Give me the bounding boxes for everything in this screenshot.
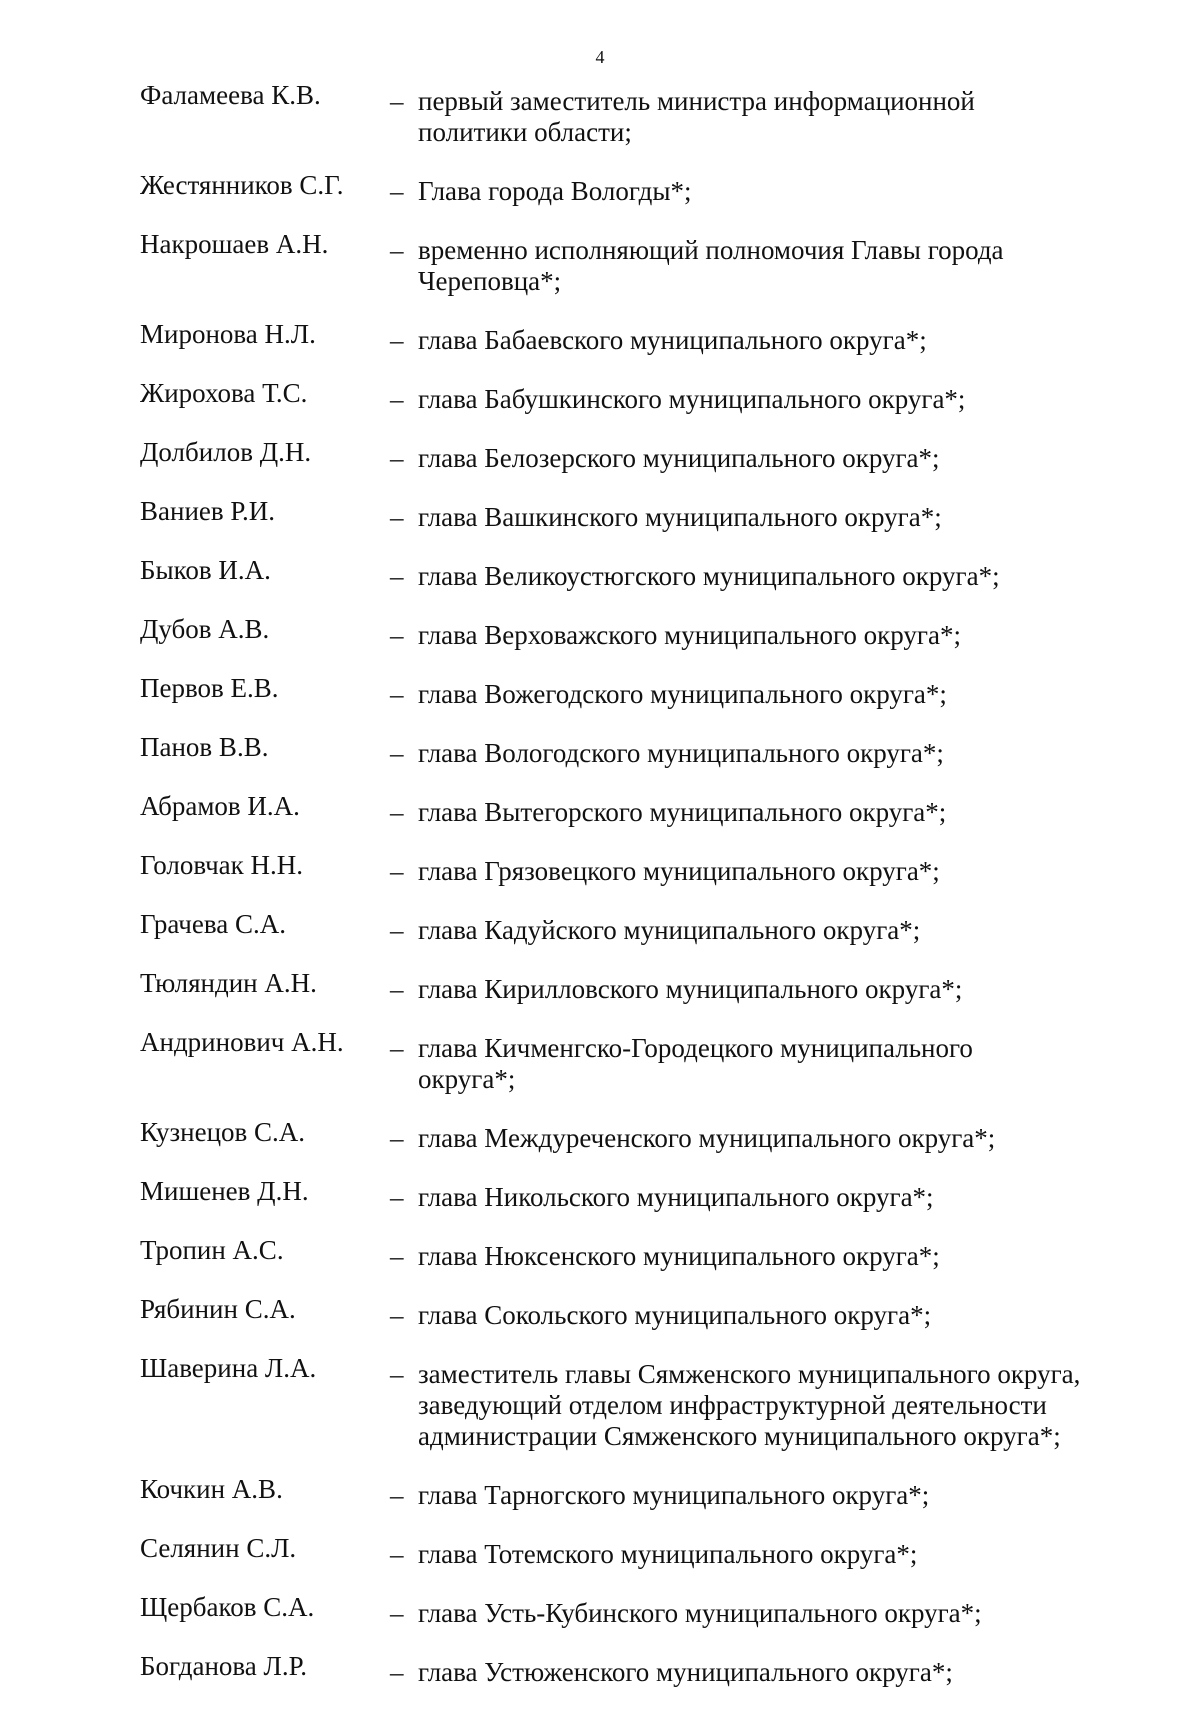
list-item <box>140 229 1140 297</box>
list-item <box>140 378 1140 415</box>
list-item <box>140 1294 1140 1331</box>
member-role: глава Междуреченского муниципального округа*; <box>418 1123 996 1153</box>
member-name: Богданова Л.Р. <box>140 1651 307 1681</box>
list-item <box>140 909 1140 946</box>
dash-separator: – <box>390 1241 404 1271</box>
member-role: глава Никольского муниципального округа*; <box>418 1182 934 1212</box>
member-role: заместитель главы Сямженского муниципального округа, заведующий отделом инфраструктурной деятельности администрации Сямженского муниципального округа*; <box>418 1359 1081 1451</box>
dash-separator: – <box>390 1359 404 1389</box>
list-item <box>140 1027 1140 1095</box>
member-role: глава Бабушкинского муниципального округа*; <box>418 384 966 414</box>
list-item <box>140 496 1140 533</box>
member-name: Тюляндин А.Н. <box>140 968 317 998</box>
list-item <box>140 673 1140 710</box>
dash-separator: – <box>390 235 404 265</box>
member-name: Грачева С.А. <box>140 909 287 939</box>
dash-separator: – <box>390 176 404 206</box>
member-name: Андринович А.Н. <box>140 1027 344 1057</box>
member-name: Накрошаев А.Н. <box>140 229 329 259</box>
list-item <box>140 1117 1140 1154</box>
member-name: Кочкин А.В. <box>140 1474 283 1504</box>
member-name: Абрамов И.А. <box>140 791 300 821</box>
member-role: Глава города Вологды*; <box>418 176 692 206</box>
member-name: Жестянников С.Г. <box>140 170 344 200</box>
list-item <box>140 1474 1140 1511</box>
list-item <box>140 1533 1140 1570</box>
list-item <box>140 1592 1140 1629</box>
member-name: Жирохова Т.С. <box>140 378 308 408</box>
member-role: глава Устюженского муниципального округа*; <box>418 1657 953 1687</box>
member-role: глава Грязовецкого муниципального округа*; <box>418 856 940 886</box>
list-item <box>140 170 1140 207</box>
member-name: Шаверина Л.А. <box>140 1353 317 1383</box>
member-role: глава Бабаевского муниципального округа*; <box>418 325 927 355</box>
member-name: Фаламеева К.В. <box>140 80 321 110</box>
list-item <box>140 319 1140 356</box>
dash-separator: – <box>390 915 404 945</box>
member-role: глава Кирилловского муниципального округа*; <box>418 974 963 1004</box>
dash-separator: – <box>390 1033 404 1063</box>
member-name: Быков И.А. <box>140 555 271 585</box>
member-role: глава Нюксенского муниципального округа*; <box>418 1241 940 1271</box>
member-name: Долбилов Д.Н. <box>140 437 312 467</box>
member-role: глава Сокольского муниципального округа*; <box>418 1300 932 1330</box>
member-role: первый заместитель министра информационной политики области; <box>418 86 975 147</box>
member-role: глава Верховажского муниципального округа*; <box>418 620 961 650</box>
member-role: глава Тарногского муниципального округа*; <box>418 1480 930 1510</box>
dash-separator: – <box>390 384 404 414</box>
member-name: Головчак Н.Н. <box>140 850 304 880</box>
list-item <box>140 732 1140 769</box>
list-item <box>140 1651 1140 1688</box>
dash-separator: – <box>390 1300 404 1330</box>
list-item <box>140 968 1140 1005</box>
member-name: Кузнецов С.А. <box>140 1117 306 1147</box>
list-item <box>140 80 1140 148</box>
member-role: глава Кичменгско-Городецкого муниципального округа*; <box>418 1033 973 1094</box>
dash-separator: – <box>390 620 404 650</box>
member-role: глава Усть-Кубинского муниципального округа*; <box>418 1598 982 1628</box>
member-role: глава Кадуйского муниципального округа*; <box>418 915 921 945</box>
list-item <box>140 437 1140 474</box>
list-item <box>140 791 1140 828</box>
dash-separator: – <box>390 1182 404 1212</box>
dash-separator: – <box>390 502 404 532</box>
member-name: Селянин С.Л. <box>140 1533 297 1563</box>
member-name: Ваниев Р.И. <box>140 496 276 526</box>
dash-separator: – <box>390 974 404 1004</box>
member-name: Дубов А.В. <box>140 614 270 644</box>
dash-separator: – <box>390 443 404 473</box>
member-name: Щербаков С.А. <box>140 1592 315 1622</box>
dash-separator: – <box>390 1598 404 1628</box>
member-role: глава Вожегодского муниципального округа*; <box>418 679 947 709</box>
dash-separator: – <box>390 797 404 827</box>
list-item <box>140 555 1140 592</box>
dash-separator: – <box>390 1123 404 1153</box>
member-role: временно исполняющий полномочия Главы города Череповца*; <box>418 235 1004 296</box>
member-name: Панов В.В. <box>140 732 269 762</box>
dash-separator: – <box>390 1539 404 1569</box>
dash-separator: – <box>390 86 404 116</box>
dash-separator: – <box>390 561 404 591</box>
list-item <box>140 1353 1140 1452</box>
dash-separator: – <box>390 738 404 768</box>
dash-separator: – <box>390 1480 404 1510</box>
member-name: Тропин А.С. <box>140 1235 284 1265</box>
member-list <box>140 80 1140 1710</box>
dash-separator: – <box>390 325 404 355</box>
member-role: глава Вытегорского муниципального округа*; <box>418 797 947 827</box>
member-role: глава Великоустюгского муниципального округа*; <box>418 561 1000 591</box>
member-name: Мишенев Д.Н. <box>140 1176 309 1206</box>
member-role: глава Белозерского муниципального округа*; <box>418 443 940 473</box>
list-item <box>140 614 1140 651</box>
member-name: Миронова Н.Л. <box>140 319 316 349</box>
member-name: Первов Е.В. <box>140 673 279 703</box>
member-role: глава Вологодского муниципального округа*; <box>418 738 944 768</box>
page-number: 4 <box>595 47 605 67</box>
list-item <box>140 1235 1140 1272</box>
member-role: глава Тотемского муниципального округа*; <box>418 1539 918 1569</box>
member-name: Рябинин С.А. <box>140 1294 296 1324</box>
dash-separator: – <box>390 856 404 886</box>
list-item <box>140 850 1140 887</box>
dash-separator: – <box>390 1657 404 1687</box>
dash-separator: – <box>390 679 404 709</box>
list-item <box>140 1176 1140 1213</box>
member-role: глава Вашкинского муниципального округа*; <box>418 502 942 532</box>
